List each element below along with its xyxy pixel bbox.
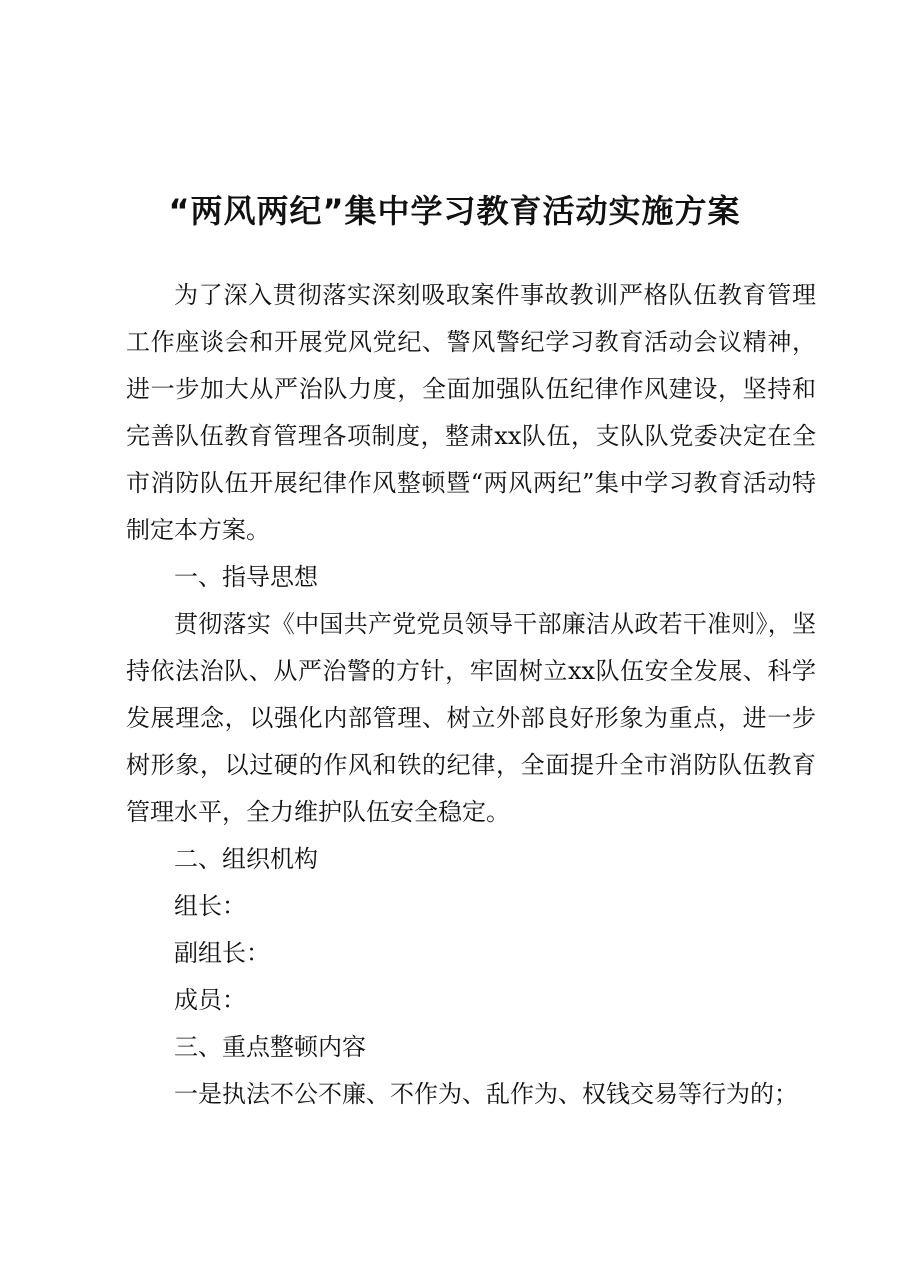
section-heading-guiding-ideology: 一、指导思想 bbox=[174, 563, 318, 591]
paragraph-intro: 为了深入贯彻落实深刻吸取案件事故教训严格队伍教育管理工作座谈会和开展党风党纪、警风警纪学习教育活动会议精神，进一步加大从严治队力度，全面加强队伍纪律作风建设，坚持和完善队伍教育管理各项制度，整肃xx队伍，支队队党委决定在全市消防队伍开展纪律作风整顿暨“两风两纪”集中学习教育活动特制定本方案。 bbox=[126, 281, 816, 544]
paragraph-guiding-ideology: 贯彻落实《中国共产党党员领导干部廉洁从政若干准则》，坚持依法治队、从严治警的方针，牢固树立xx队伍安全发展、科学发展理念，以强化内部管理、树立外部良好形象为重点，进一步树形象，以过硬的作风和铁的纪律，全面提升全市消防队伍教育管理水平，全力维护队伍安全稳定。 bbox=[126, 610, 816, 826]
section-heading-key-rectification: 三、重点整顿内容 bbox=[174, 1033, 366, 1061]
org-members-line: 成员： bbox=[174, 986, 246, 1014]
org-deputy-leader-line: 副组长： bbox=[174, 939, 270, 967]
document-body bbox=[126, 272, 816, 1118]
paragraph-rectification-item-1: 一是执法不公不廉、不作为、乱作为、权钱交易等行为的； bbox=[174, 1080, 798, 1108]
document-title: “两风两纪”集中学习教育活动实施方案 bbox=[168, 192, 741, 230]
section-heading-organization: 二、组织机构 bbox=[174, 845, 318, 873]
org-leader-line: 组长： bbox=[174, 892, 246, 920]
